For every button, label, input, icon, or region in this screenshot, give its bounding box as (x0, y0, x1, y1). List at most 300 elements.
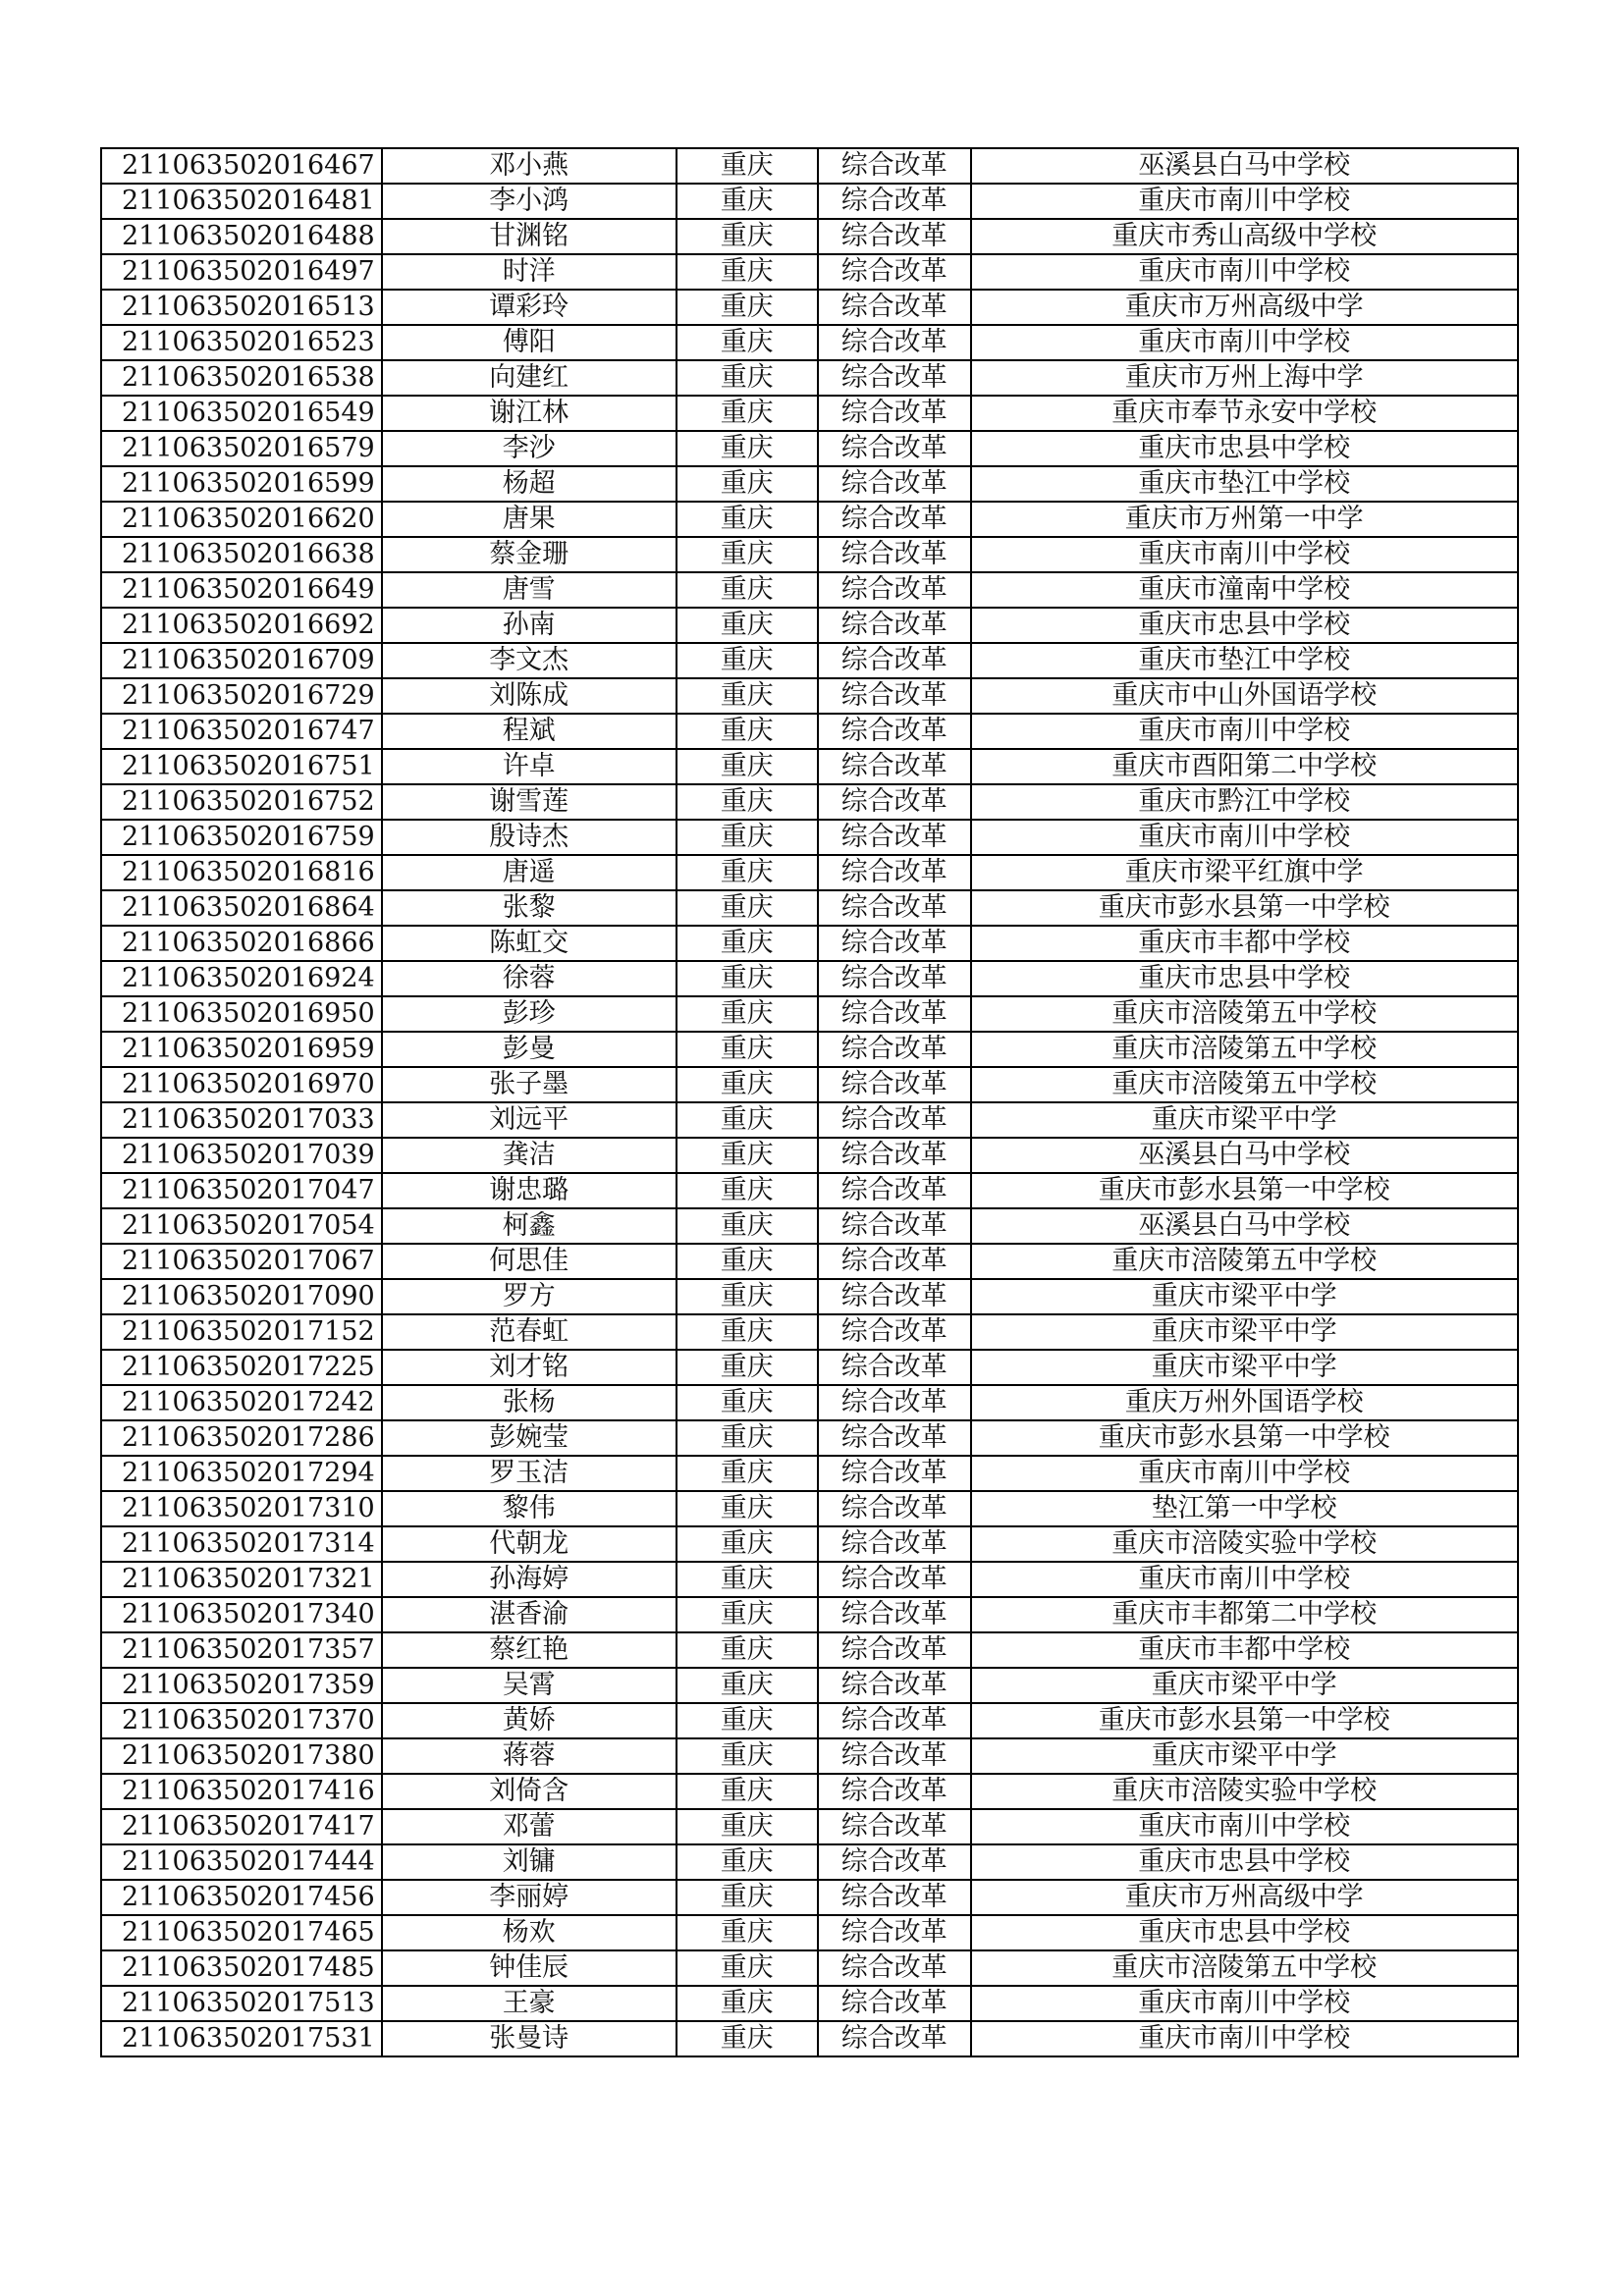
name-cell: 蔡红艳 (382, 1632, 677, 1668)
school-cell: 重庆市垫江中学校 (971, 466, 1518, 502)
table-row (101, 290, 1518, 325)
category-cell: 综合改革 (818, 1880, 971, 1915)
region-cell: 重庆 (677, 1774, 818, 1809)
region-cell: 重庆 (677, 290, 818, 325)
table-row (101, 1244, 1518, 1279)
table-row (101, 784, 1518, 820)
school-cell: 重庆市梁平中学 (971, 1738, 1518, 1774)
name-cell: 蒋蓉 (382, 1738, 677, 1774)
school-cell: 重庆市南川中学校 (971, 1986, 1518, 2021)
name-cell: 杨超 (382, 466, 677, 502)
region-cell: 重庆 (677, 184, 818, 219)
candidate-id-cell: 211063502016481 (101, 184, 382, 219)
category-cell: 综合改革 (818, 148, 971, 184)
region-cell: 重庆 (677, 1102, 818, 1138)
table-row (101, 1562, 1518, 1597)
region-cell: 重庆 (677, 431, 818, 466)
category-cell: 综合改革 (818, 1526, 971, 1562)
name-cell: 孙海婷 (382, 1562, 677, 1597)
region-cell: 重庆 (677, 1173, 818, 1208)
region-cell: 重庆 (677, 749, 818, 784)
category-cell: 综合改革 (818, 1950, 971, 1986)
school-cell: 巫溪县白马中学校 (971, 148, 1518, 184)
table-row (101, 1597, 1518, 1632)
table-row (101, 1774, 1518, 1809)
name-cell: 孙南 (382, 608, 677, 643)
category-cell: 综合改革 (818, 431, 971, 466)
table-row (101, 360, 1518, 396)
school-cell: 重庆市忠县中学校 (971, 1915, 1518, 1950)
name-cell: 刘镛 (382, 1844, 677, 1880)
school-cell: 重庆市丰都中学校 (971, 926, 1518, 961)
candidate-id-cell: 211063502016709 (101, 643, 382, 678)
candidate-id-cell: 211063502016620 (101, 502, 382, 537)
category-cell: 综合改革 (818, 360, 971, 396)
name-cell: 龚洁 (382, 1138, 677, 1173)
region-cell: 重庆 (677, 608, 818, 643)
candidate-id-cell: 211063502017152 (101, 1314, 382, 1350)
candidate-id-cell: 211063502017294 (101, 1456, 382, 1491)
category-cell: 综合改革 (818, 643, 971, 678)
category-cell: 综合改革 (818, 1915, 971, 1950)
school-cell: 重庆市梁平中学 (971, 1350, 1518, 1385)
table-row (101, 1809, 1518, 1844)
region-cell: 重庆 (677, 325, 818, 360)
name-cell: 李丽婷 (382, 1880, 677, 1915)
category-cell: 综合改革 (818, 961, 971, 996)
candidate-id-cell: 211063502017340 (101, 1597, 382, 1632)
name-cell: 刘陈成 (382, 678, 677, 714)
school-cell: 重庆市涪陵实验中学校 (971, 1526, 1518, 1562)
region-cell: 重庆 (677, 1067, 818, 1102)
candidate-id-cell: 211063502016599 (101, 466, 382, 502)
candidate-id-cell: 211063502017416 (101, 1774, 382, 1809)
region-cell: 重庆 (677, 678, 818, 714)
table-row (101, 1385, 1518, 1420)
table-row (101, 1668, 1518, 1703)
name-cell: 黄娇 (382, 1703, 677, 1738)
region-cell: 重庆 (677, 1385, 818, 1420)
table-row (101, 1102, 1518, 1138)
candidate-id-cell: 211063502016579 (101, 431, 382, 466)
candidate-id-cell: 211063502016497 (101, 254, 382, 290)
name-cell: 彭珍 (382, 996, 677, 1032)
candidate-id-cell: 211063502017465 (101, 1915, 382, 1950)
name-cell: 许卓 (382, 749, 677, 784)
region-cell: 重庆 (677, 1880, 818, 1915)
school-cell: 重庆市南川中学校 (971, 1809, 1518, 1844)
category-cell: 综合改革 (818, 1491, 971, 1526)
school-cell: 重庆市涪陵第五中学校 (971, 1244, 1518, 1279)
name-cell: 甘渊铭 (382, 219, 677, 254)
school-cell: 重庆市潼南中学校 (971, 572, 1518, 608)
category-cell: 综合改革 (818, 1102, 971, 1138)
category-cell: 综合改革 (818, 890, 971, 926)
table-row (101, 572, 1518, 608)
table-row (101, 890, 1518, 926)
candidate-id-cell: 211063502017225 (101, 1350, 382, 1385)
region-cell: 重庆 (677, 784, 818, 820)
candidate-id-cell: 211063502016864 (101, 890, 382, 926)
category-cell: 综合改革 (818, 2021, 971, 2056)
school-cell: 重庆市中山外国语学校 (971, 678, 1518, 714)
candidate-id-cell: 211063502017531 (101, 2021, 382, 2056)
name-cell: 李沙 (382, 431, 677, 466)
region-cell: 重庆 (677, 1738, 818, 1774)
category-cell: 综合改革 (818, 996, 971, 1032)
name-cell: 程斌 (382, 714, 677, 749)
school-cell: 重庆市梁平中学 (971, 1668, 1518, 1703)
candidate-id-cell: 211063502016729 (101, 678, 382, 714)
candidate-id-cell: 211063502017359 (101, 1668, 382, 1703)
name-cell: 刘远平 (382, 1102, 677, 1138)
table-row (101, 714, 1518, 749)
school-cell: 重庆市秀山高级中学校 (971, 219, 1518, 254)
table-row (101, 1173, 1518, 1208)
table-row (101, 537, 1518, 572)
table-row (101, 466, 1518, 502)
candidate-id-cell: 211063502016538 (101, 360, 382, 396)
name-cell: 谢雪莲 (382, 784, 677, 820)
candidate-id-cell: 211063502016924 (101, 961, 382, 996)
region-cell: 重庆 (677, 502, 818, 537)
table-row (101, 1950, 1518, 1986)
candidate-id-cell: 211063502016523 (101, 325, 382, 360)
candidate-id-cell: 211063502017054 (101, 1208, 382, 1244)
table-row (101, 502, 1518, 537)
school-cell: 重庆市南川中学校 (971, 184, 1518, 219)
school-cell: 重庆市南川中学校 (971, 2021, 1518, 2056)
table-row (101, 961, 1518, 996)
table-row (101, 1986, 1518, 2021)
region-cell: 重庆 (677, 1597, 818, 1632)
region-cell: 重庆 (677, 466, 818, 502)
category-cell: 综合改革 (818, 1809, 971, 1844)
candidate-id-cell: 211063502016488 (101, 219, 382, 254)
name-cell: 唐雪 (382, 572, 677, 608)
category-cell: 综合改革 (818, 820, 971, 855)
name-cell: 刘才铭 (382, 1350, 677, 1385)
table-row (101, 608, 1518, 643)
region-cell: 重庆 (677, 1279, 818, 1314)
name-cell: 代朝龙 (382, 1526, 677, 1562)
category-cell: 综合改革 (818, 1208, 971, 1244)
region-cell: 重庆 (677, 1350, 818, 1385)
name-cell: 向建红 (382, 360, 677, 396)
region-cell: 重庆 (677, 219, 818, 254)
category-cell: 综合改革 (818, 219, 971, 254)
category-cell: 综合改革 (818, 1986, 971, 2021)
region-cell: 重庆 (677, 360, 818, 396)
region-cell: 重庆 (677, 1562, 818, 1597)
name-cell: 罗玉洁 (382, 1456, 677, 1491)
candidate-id-cell: 211063502017456 (101, 1880, 382, 1915)
name-cell: 王豪 (382, 1986, 677, 2021)
category-cell: 综合改革 (818, 749, 971, 784)
school-cell: 重庆市彭水县第一中学校 (971, 1420, 1518, 1456)
candidate-id-cell: 211063502016816 (101, 855, 382, 890)
school-cell: 垫江第一中学校 (971, 1491, 1518, 1526)
name-cell: 谢江林 (382, 396, 677, 431)
school-cell: 重庆市万州高级中学 (971, 290, 1518, 325)
region-cell: 重庆 (677, 1632, 818, 1668)
category-cell: 综合改革 (818, 325, 971, 360)
region-cell: 重庆 (677, 1844, 818, 1880)
school-cell: 重庆市南川中学校 (971, 254, 1518, 290)
table-row (101, 1208, 1518, 1244)
table-row (101, 1526, 1518, 1562)
table-row (101, 1844, 1518, 1880)
category-cell: 综合改革 (818, 1314, 971, 1350)
name-cell: 李小鸿 (382, 184, 677, 219)
school-cell: 重庆市忠县中学校 (971, 431, 1518, 466)
table-row (101, 749, 1518, 784)
table-row (101, 1915, 1518, 1950)
table-row (101, 1880, 1518, 1915)
category-cell: 综合改革 (818, 1279, 971, 1314)
school-cell: 重庆万州外国语学校 (971, 1385, 1518, 1420)
name-cell: 吴霄 (382, 1668, 677, 1703)
category-cell: 综合改革 (818, 1456, 971, 1491)
table-row (101, 855, 1518, 890)
region-cell: 重庆 (677, 890, 818, 926)
region-cell: 重庆 (677, 820, 818, 855)
region-cell: 重庆 (677, 396, 818, 431)
category-cell: 综合改革 (818, 1138, 971, 1173)
candidate-id-cell: 211063502017370 (101, 1703, 382, 1738)
school-cell: 重庆市涪陵第五中学校 (971, 1032, 1518, 1067)
table-row (101, 2021, 1518, 2056)
candidate-id-cell: 211063502017047 (101, 1173, 382, 1208)
candidate-id-cell: 211063502017033 (101, 1102, 382, 1138)
category-cell: 综合改革 (818, 714, 971, 749)
category-cell: 综合改革 (818, 608, 971, 643)
table-row (101, 996, 1518, 1032)
candidate-id-cell: 211063502017513 (101, 1986, 382, 2021)
table-row (101, 1456, 1518, 1491)
region-cell: 重庆 (677, 1986, 818, 2021)
school-cell: 重庆市黔江中学校 (971, 784, 1518, 820)
region-cell: 重庆 (677, 1703, 818, 1738)
candidate-id-cell: 211063502016759 (101, 820, 382, 855)
candidate-id-cell: 211063502016638 (101, 537, 382, 572)
school-cell: 重庆市万州高级中学 (971, 1880, 1518, 1915)
candidate-id-cell: 211063502017242 (101, 1385, 382, 1420)
region-cell: 重庆 (677, 1314, 818, 1350)
candidate-id-cell: 211063502017321 (101, 1562, 382, 1597)
region-cell: 重庆 (677, 1809, 818, 1844)
region-cell: 重庆 (677, 537, 818, 572)
school-cell: 重庆市丰都中学校 (971, 1632, 1518, 1668)
candidate-id-cell: 211063502016950 (101, 996, 382, 1032)
name-cell: 张曼诗 (382, 2021, 677, 2056)
region-cell: 重庆 (677, 254, 818, 290)
school-cell: 重庆市南川中学校 (971, 820, 1518, 855)
table-row (101, 1420, 1518, 1456)
candidate-id-cell: 211063502017039 (101, 1138, 382, 1173)
candidate-id-cell: 211063502016751 (101, 749, 382, 784)
name-cell: 张杨 (382, 1385, 677, 1420)
school-cell: 重庆市忠县中学校 (971, 608, 1518, 643)
school-cell: 重庆市南川中学校 (971, 537, 1518, 572)
category-cell: 综合改革 (818, 290, 971, 325)
region-cell: 重庆 (677, 1668, 818, 1703)
table-row (101, 1279, 1518, 1314)
region-cell: 重庆 (677, 961, 818, 996)
category-cell: 综合改革 (818, 1703, 971, 1738)
name-cell: 彭曼 (382, 1032, 677, 1067)
school-cell: 重庆市涪陵第五中学校 (971, 1067, 1518, 1102)
school-cell: 重庆市彭水县第一中学校 (971, 890, 1518, 926)
name-cell: 范春虹 (382, 1314, 677, 1350)
school-cell: 重庆市涪陵第五中学校 (971, 996, 1518, 1032)
table-row (101, 396, 1518, 431)
category-cell: 综合改革 (818, 1632, 971, 1668)
candidate-id-cell: 211063502016970 (101, 1067, 382, 1102)
table-row (101, 1632, 1518, 1668)
school-cell: 重庆市忠县中学校 (971, 961, 1518, 996)
table-row (101, 643, 1518, 678)
table-row (101, 678, 1518, 714)
candidate-id-cell: 211063502017380 (101, 1738, 382, 1774)
category-cell: 综合改革 (818, 537, 971, 572)
region-cell: 重庆 (677, 1032, 818, 1067)
candidate-id-cell: 211063502016866 (101, 926, 382, 961)
table-row (101, 431, 1518, 466)
table-row (101, 1703, 1518, 1738)
category-cell: 综合改革 (818, 926, 971, 961)
region-cell: 重庆 (677, 1491, 818, 1526)
candidate-id-cell: 211063502016513 (101, 290, 382, 325)
candidate-id-cell: 211063502017286 (101, 1420, 382, 1456)
candidate-id-cell: 211063502016549 (101, 396, 382, 431)
school-cell: 重庆市万州上海中学 (971, 360, 1518, 396)
table-row (101, 1491, 1518, 1526)
region-cell: 重庆 (677, 1456, 818, 1491)
region-cell: 重庆 (677, 1915, 818, 1950)
name-cell: 罗方 (382, 1279, 677, 1314)
region-cell: 重庆 (677, 2021, 818, 2056)
candidate-id-cell: 211063502017314 (101, 1526, 382, 1562)
name-cell: 唐果 (382, 502, 677, 537)
category-cell: 综合改革 (818, 1774, 971, 1809)
candidate-id-cell: 211063502016467 (101, 148, 382, 184)
category-cell: 综合改革 (818, 1173, 971, 1208)
name-cell: 杨欢 (382, 1915, 677, 1950)
candidate-id-cell: 211063502016752 (101, 784, 382, 820)
school-cell: 重庆市南川中学校 (971, 325, 1518, 360)
table-row (101, 148, 1518, 184)
category-cell: 综合改革 (818, 1244, 971, 1279)
category-cell: 综合改革 (818, 466, 971, 502)
school-cell: 重庆市奉节永安中学校 (971, 396, 1518, 431)
school-cell: 重庆市忠县中学校 (971, 1844, 1518, 1880)
category-cell: 综合改革 (818, 502, 971, 537)
school-cell: 重庆市万州第一中学 (971, 502, 1518, 537)
region-cell: 重庆 (677, 1420, 818, 1456)
category-cell: 综合改革 (818, 855, 971, 890)
name-cell: 何思佳 (382, 1244, 677, 1279)
category-cell: 综合改革 (818, 1350, 971, 1385)
name-cell: 蔡金珊 (382, 537, 677, 572)
name-cell: 谢忠璐 (382, 1173, 677, 1208)
school-cell: 重庆市涪陵实验中学校 (971, 1774, 1518, 1809)
category-cell: 综合改革 (818, 254, 971, 290)
table-row (101, 1067, 1518, 1102)
name-cell: 邓蕾 (382, 1809, 677, 1844)
candidate-id-cell: 211063502017310 (101, 1491, 382, 1526)
candidate-id-cell: 211063502017090 (101, 1279, 382, 1314)
category-cell: 综合改革 (818, 784, 971, 820)
table-row (101, 1314, 1518, 1350)
table-row (101, 254, 1518, 290)
category-cell: 综合改革 (818, 1562, 971, 1597)
roster-table (100, 147, 1519, 2057)
school-cell: 巫溪县白马中学校 (971, 1208, 1518, 1244)
table-row (101, 1738, 1518, 1774)
region-cell: 重庆 (677, 1244, 818, 1279)
name-cell: 邓小燕 (382, 148, 677, 184)
region-cell: 重庆 (677, 148, 818, 184)
table-row (101, 219, 1518, 254)
name-cell: 徐蓉 (382, 961, 677, 996)
name-cell: 张黎 (382, 890, 677, 926)
roster-table-body (101, 148, 1518, 2056)
name-cell: 柯鑫 (382, 1208, 677, 1244)
region-cell: 重庆 (677, 926, 818, 961)
candidate-id-cell: 211063502017444 (101, 1844, 382, 1880)
region-cell: 重庆 (677, 1526, 818, 1562)
candidate-id-cell: 211063502016649 (101, 572, 382, 608)
name-cell: 时洋 (382, 254, 677, 290)
candidate-id-cell: 211063502017417 (101, 1809, 382, 1844)
name-cell: 刘倚含 (382, 1774, 677, 1809)
region-cell: 重庆 (677, 855, 818, 890)
school-cell: 重庆市丰都第二中学校 (971, 1597, 1518, 1632)
category-cell: 综合改革 (818, 1067, 971, 1102)
name-cell: 张子墨 (382, 1067, 677, 1102)
candidate-id-cell: 211063502017485 (101, 1950, 382, 1986)
category-cell: 综合改革 (818, 1032, 971, 1067)
name-cell: 李文杰 (382, 643, 677, 678)
category-cell: 综合改革 (818, 184, 971, 219)
candidate-id-cell: 211063502017067 (101, 1244, 382, 1279)
name-cell: 陈虹交 (382, 926, 677, 961)
table-row (101, 1032, 1518, 1067)
school-cell: 重庆市垫江中学校 (971, 643, 1518, 678)
school-cell: 重庆市酉阳第二中学校 (971, 749, 1518, 784)
region-cell: 重庆 (677, 714, 818, 749)
table-row (101, 325, 1518, 360)
school-cell: 重庆市涪陵第五中学校 (971, 1950, 1518, 1986)
category-cell: 综合改革 (818, 1385, 971, 1420)
school-cell: 重庆市梁平中学 (971, 1102, 1518, 1138)
category-cell: 综合改革 (818, 1668, 971, 1703)
table-row (101, 1350, 1518, 1385)
candidate-id-cell: 211063502016747 (101, 714, 382, 749)
category-cell: 综合改革 (818, 1844, 971, 1880)
region-cell: 重庆 (677, 996, 818, 1032)
name-cell: 傅阳 (382, 325, 677, 360)
table-row (101, 1138, 1518, 1173)
school-cell: 重庆市彭水县第一中学校 (971, 1703, 1518, 1738)
school-cell: 重庆市梁平中学 (971, 1279, 1518, 1314)
school-cell: 重庆市南川中学校 (971, 1562, 1518, 1597)
name-cell: 唐遥 (382, 855, 677, 890)
name-cell: 殷诗杰 (382, 820, 677, 855)
school-cell: 重庆市彭水县第一中学校 (971, 1173, 1518, 1208)
name-cell: 彭婉莹 (382, 1420, 677, 1456)
